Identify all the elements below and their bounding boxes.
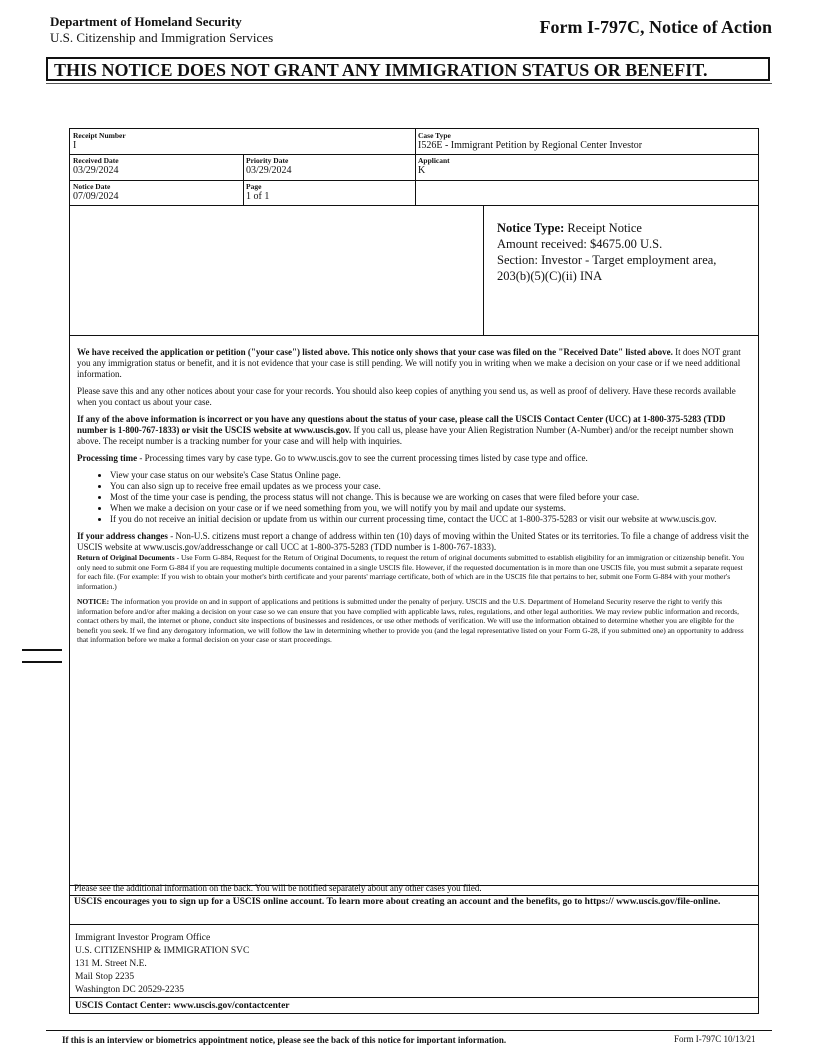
paragraph-save-records: Please save this and any other notices about your case for your records. You should also keep copies of anything you send us, as well as proof of delivery. Have these records available when you contact us about your case. [77,386,736,407]
page-field [243,180,415,204]
list-item: • View your case status on our website's Case Status Online page. [110,470,751,481]
paragraph-lead: We have received the application or petition ("your case") listed above. This notice only shows that your case was filed on the "Received Date" listed above. [77,347,673,357]
priority-date-field [243,154,415,178]
paragraph-text: It does NOT grant you any immigration status or benefit, and it is not evidence that your case is still pending. We will notify you in writing when we make a decision on your case or if we need additional information. [77,347,741,379]
priority-date-label: Priority Date [246,156,289,165]
applicant-label: Applicant [418,156,450,165]
notice-date-field [70,180,243,204]
paragraph-address-change [77,531,751,553]
notice-type-block [497,220,752,284]
amount-received: Amount received: $4675.00 U.S. [497,237,663,251]
department-name: Department of Homeland Security [50,14,242,29]
case-type-label: Case Type [418,131,451,140]
receipt-number-label: Receipt Number [73,131,126,140]
address-line: Mail Stop 2235 [75,972,135,982]
paragraph-lead: NOTICE: [77,597,110,606]
office-address [75,932,249,997]
paragraph-text: - Non-U.S. citizens must report a change of address within ten (10) days of moving within the United States or its territories. To file a change of address visit the USCIS website at www.uscis.gov/addresschange or call UCC at 1-800-375-5283 (TDD number is 1-800-767-1833). [77,531,749,552]
notice-type-label: Notice Type: [497,221,565,235]
grid-line [70,997,758,998]
address-line: U.S. CITIZENSHIP & IMMIGRATION SVC [75,946,250,956]
paragraph-processing-time [77,453,751,464]
contact-center-line: USCIS Contact Center: www.uscis.gov/contactcenter [75,1001,290,1011]
grid-line [70,335,758,336]
list-item: • Most of the time your case is pending, the process status will not change. This is because we are working on cases that were filed before your case. [110,492,751,503]
footer-divider [46,1030,772,1031]
paragraph-lead: If your address changes [77,531,168,541]
margin-mark [22,661,62,663]
additional-info-text: Please see the additional information on the back. You will be notified separately about any other cases you filed. [74,883,482,893]
address-line: 131 M. Street N.E. [75,959,147,969]
case-type-value: I526E - Immigrant Petition by Regional Center Investor [418,140,643,151]
received-date-label: Received Date [73,156,119,165]
notice-type-value: Receipt Notice [567,221,642,235]
bottom-note: If this is an interview or biometrics appointment notice, please see the back of this notice for important information. [62,1035,507,1045]
address-line: Washington DC 20529-2235 [75,985,185,995]
notice-date-label: Notice Date [73,182,111,191]
paragraph-return-documents [77,553,751,591]
notice-date-value: 07/09/2024 [73,191,119,202]
paragraph-text: - Use Form G-884, Request for the Return of Original Documents, to request the return of original documents submitted to establish eligibility for an immigration or citizenship benefit. You only need to submit one Form G-884 if you are requesting multiple documents contained in a single USCIS file. However, if the requested documentation is in more than one USCIS file, you must submit a separate request for each file. (For example: If you wish to obtain your mother's birth certificate and your parents' marriage certificate, both of which are in the USCIS file that pertains to her, submit one Form G-884 with your mother's information.) [77,553,744,591]
address-line: Immigrant Investor Program Office [75,933,211,943]
online-account-notice: USCIS encourages you to sign up for a USCIS online account. To learn more about creating an account and the benefits, go to https:// www.uscis.gov/file-online. [74,897,721,907]
agency-header [50,14,273,46]
list-item: • When we make a decision on your case or if we need something from you, we will notify you by mail and update our systems. [110,503,751,514]
applicant-value: K [418,165,426,176]
processing-bullets [77,470,751,525]
paragraph-text: - Processing times vary by case type. Go to www.uscis.gov to see the current processing times listed by case type and office. [137,453,588,463]
case-type-field [415,129,758,153]
page-label: Page [246,182,262,191]
grid-line [70,205,758,206]
notice-body [77,347,751,651]
status-banner: THIS NOTICE DOES NOT GRANT ANY IMMIGRATION STATUS OR BENEFIT. [46,57,770,81]
agency-name: U.S. Citizenship and Immigration Services [50,30,274,45]
received-date-value: 03/29/2024 [73,165,119,176]
paragraph-lead: Return of Original Documents [77,553,175,562]
paragraph-text: If you call us, please have your Alien Registration Number (A-Number) and/or the receipt number shown above. The receipt number is a tracking number for your case and will help with inquiries. [77,425,734,446]
paragraph-lead: Processing time [77,453,138,463]
form-title: Form I-797C, Notice of Action [539,17,772,37]
priority-date-value: 03/29/2024 [246,165,292,176]
paragraph-lead: If any of the above information is incorrect or you have any questions about the status of your case, please call the USCIS Contact Center (UCC) at 1-800-375-5283 (TDD number is 1-800-767-1833) or visit the USCIS website at www.uscis.gov. [77,414,726,435]
paragraph-text: The information you provide on and in support of applications and petitions is submitted under the penalty of perjury. USCIS and the U.S. Department of Homeland Security reserve the right to verify this information before and/or after making a decision on your case so we can ensure that you have complied with applicable laws, rules, regulations, and other legal authorities. We may review public information and records, contact others by mail, the internet or phone, conduct site inspections of businesses and residences, or use other methods of verification. We will use the information obtained to determine whether you are eligible for the benefit you seek. If we find any derogatory information, we will follow the law in determining whether to provide you (and the legal representative listed on your Form G-28, if you submitted one) an opportunity to address that information before we make a formal decision on your case or start proceedings. [77,597,744,644]
applicant-field [415,154,758,178]
paragraph-contact [77,414,751,447]
grid-line [70,924,758,925]
receipt-number-value: I [73,140,77,151]
receipt-number-field [70,129,415,153]
margin-marks [22,649,62,673]
received-date-field [70,154,243,178]
page-value: 1 of 1 [246,191,270,202]
paragraph-received [77,347,751,380]
list-item: • You can also sign up to receive free email updates as we process your case. [110,481,751,492]
grid-line [483,205,484,335]
header-divider [46,83,772,84]
margin-mark [22,649,62,651]
paragraph-notice [77,597,751,645]
notice-section: Section: Investor - Target employment area, 203(b)(5)(C)(ii) INA [497,253,717,283]
list-item: • If you do not receive an initial decision or update from us within our current processing time, contact the UCC at 1-800-375-5283 or visit our website at www.uscis.gov. [110,514,751,525]
form-edition: Form I-797C 10/13/21 [674,1034,756,1044]
